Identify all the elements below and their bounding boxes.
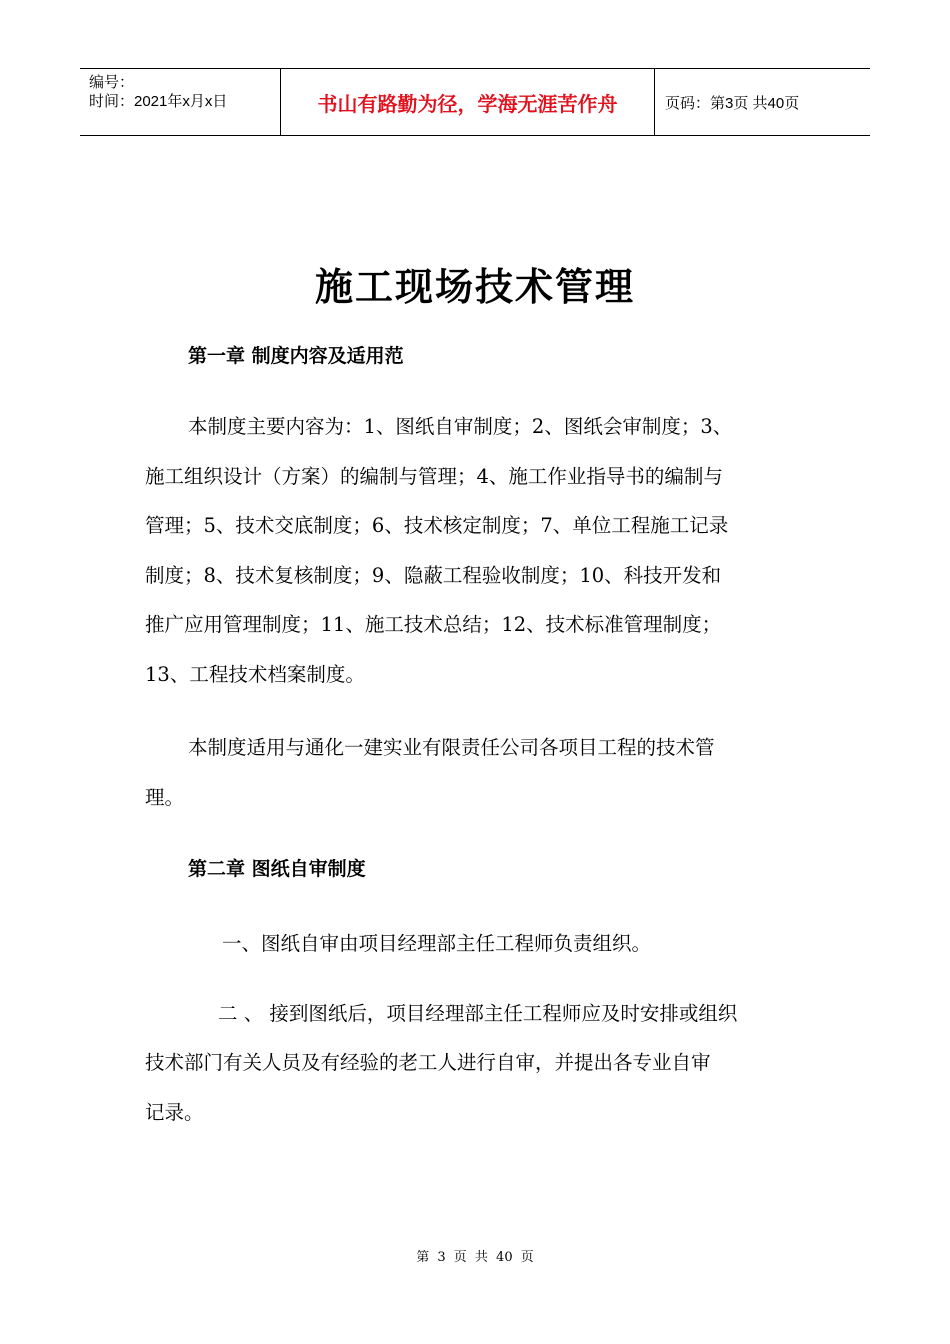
page-footer: 第 3 页 共 40 页 [416,1250,534,1265]
document-title: 施工现场技术管理 [314,265,635,309]
document-number-label: 编号： [89,74,135,91]
header-meta [80,69,281,135]
header-motto: 书山有路勤为径，学海无涯苦作舟 [281,69,655,135]
document-date-label: 时间：2021年x月x日 [89,93,228,110]
text-line: 技术部门有关人员及有经验的老工人进行自审，并提出各专业自审 [145,1051,711,1074]
text-line: 13、工程技术档案制度。 [145,663,365,686]
text-line: 推广应用管理制度；11、施工技术总结；12、技术标准管理制度； [145,613,722,636]
text-line: 本制度适用与通化一建实业有限责任公司各项目工程的技术管 [188,736,715,759]
chapter-2-heading: 第二章 图纸自审制度 [188,858,366,880]
chapter-1-heading: 第一章 制度内容及适用范 [188,345,404,367]
text-line: 理。 [145,786,185,809]
text-line: 记录。 [145,1101,204,1124]
page-header [80,68,870,136]
text-line: 管理；5、技术交底制度；6、技术核定制度；7、单位工程施工记录 [145,514,729,537]
text-line: 本制度主要内容为：1、图纸自审制度；2、图纸会审制度；3、 [188,415,733,438]
text-line: 制度；8、技术复核制度；9、隐蔽工程验收制度；10、科技开发和 [145,564,722,587]
chapter-2-item-1: 一、图纸自审由项目经理部主任工程师负责组织。 [222,932,652,955]
text-line: 施工组织设计（方案）的编制与管理；4、施工作业指导书的编制与 [145,465,723,488]
text-line: 二 、 接到图纸后，项目经理部主任工程师应及时安排或组织 [218,1002,738,1025]
header-page-number: 页码：第3页 共40页 [665,94,800,112]
